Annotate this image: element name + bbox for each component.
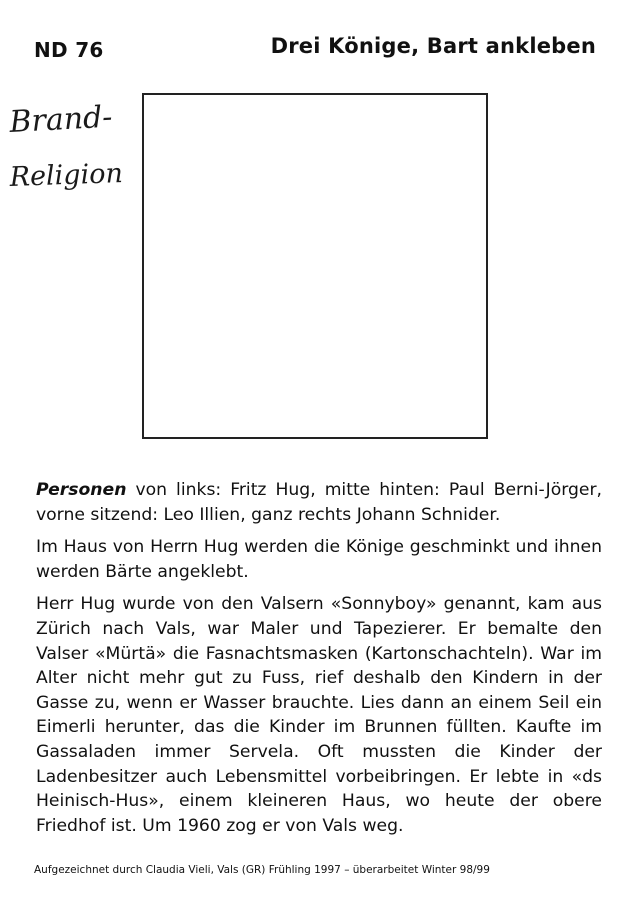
- svg-text:Brand-: Brand-: [8, 99, 114, 140]
- document-id: ND 76: [34, 38, 104, 62]
- paragraph-2: Herr Hug wurde von den Valsern «Sonnyboy» genannt, kam aus Zürich nach Vals, war Maler und Tapezierer. Er bemalte den Valser «Mürtä» die Fasnachtsmasken (Kartonschachteln). War im Alter nicht mehr gut zu Fuss, rief deshalb den Kindern in der Gasse zu, wenn er Wasser brauchte. Lies dann an einem Seil ein Eimerli herunter, das die Kinder im Brunnen füllten. Kaufte im Gassaladen immer Servela. Oft mussten die Kinder der Ladenbesitzer auch Lebensmittel vorbeibringen. Er lebte in «ds Heinisch-Hus», einem kleineren Haus, wo heute der obere Friedhof ist. Um 1960 zog er von Vals weg.: [36, 594, 602, 836]
- paragraph-1: Im Haus von Herrn Hug werden die Könige geschminkt und ihnen werden Bärte angeklebt.: [36, 537, 602, 582]
- handwritten-margin-note: [6, 90, 136, 210]
- persons-text: von links: Fritz Hug, mitte hinten: Paul Berni-Jörger, vorne sitzend: Leo Illien, ganz rechts Johann Schnider.: [36, 480, 602, 525]
- document-title: Drei Könige, Bart ankleben: [270, 34, 596, 58]
- footer-credit: Aufgezeichnet durch Claudia Vieli, Vals (GR) Frühling 1997 – überarbeitet Winter 98/99: [34, 864, 490, 876]
- document-body: [36, 478, 602, 846]
- photo-placeholder-frame: [142, 93, 488, 439]
- persons-caption: [36, 478, 602, 527]
- persons-label: Personen: [36, 480, 127, 500]
- svg-text:Religion: Religion: [9, 158, 124, 193]
